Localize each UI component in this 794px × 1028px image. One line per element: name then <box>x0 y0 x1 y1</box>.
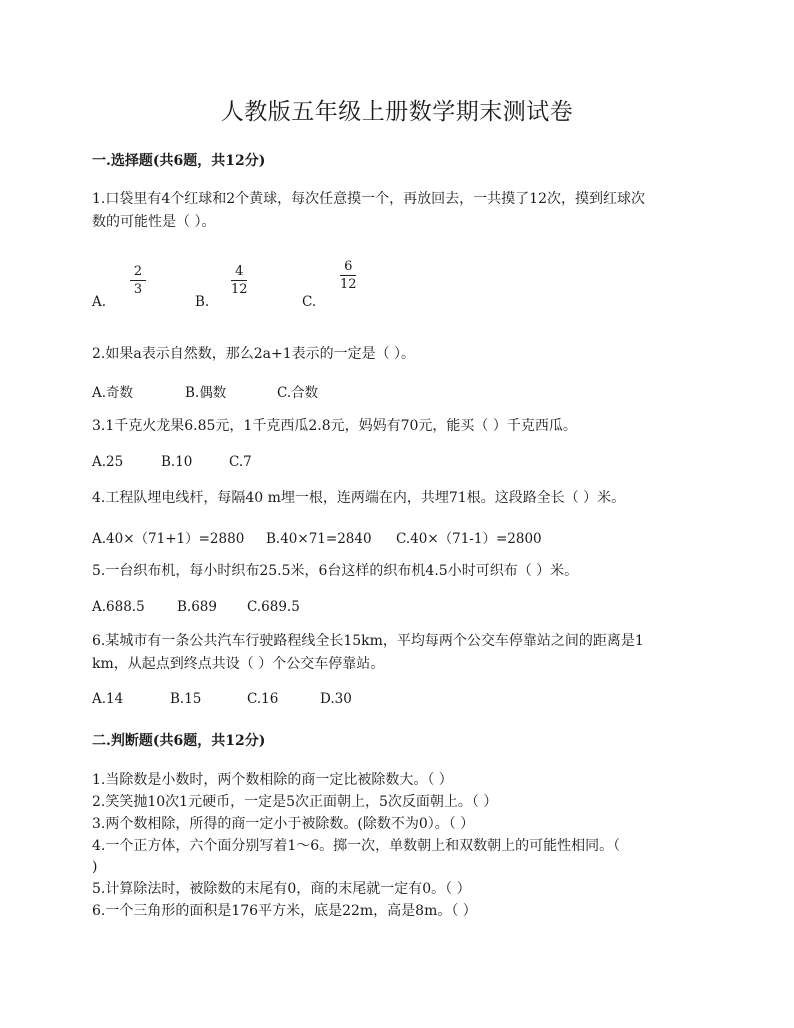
question-4: 4.工程队埋电线杆，每隔40 m埋一根，连两端在内，共埋71根。这段路全长（ ）米。 <box>92 490 626 506</box>
q1-option-a-fraction <box>130 264 146 297</box>
q5-option-b: B.689 <box>177 599 217 615</box>
fraction-numerator: 6 <box>344 259 353 274</box>
judgment-item-3: 3.两个数相除，所得的商一定小于被除数。(除数不为0）。（ ） <box>92 816 475 832</box>
q4-options <box>92 527 542 547</box>
judgment-item-6: 6.一个三角形的面积是176平方米，底是22m，高是8m。（ ） <box>92 903 477 919</box>
fraction-bar <box>231 280 247 281</box>
section-heading-choice: 一.选择题(共6题，共12分) <box>92 153 266 169</box>
question-3: 3.1千克火龙果6.85元，1千克西瓜2.8元，妈妈有70元，能买（ ）千克西瓜。 <box>92 418 577 434</box>
q3-option-b: B.10 <box>161 454 193 470</box>
q6-option-b: B.15 <box>170 691 202 707</box>
q4-option-c: C.40×（71-1）=2800 <box>396 531 542 547</box>
fraction-bar <box>130 280 146 281</box>
q2-option-c: C.合数 <box>277 385 319 401</box>
section-heading-judgment: 二.判断题(共6题，共12分) <box>92 733 266 749</box>
judgment-item-4: 4.一个正方体，六个面分别写着1～6。掷一次，单数朝上和双数朝上的可能性相同。（ <box>92 838 621 854</box>
question-1-line-2: 数的可能性是（ ）。 <box>92 214 216 230</box>
q1-option-b-label: B. <box>195 294 210 310</box>
q4-option-a: A.40×（71+1）=2880 <box>92 531 245 547</box>
q3-option-a: A.25 <box>92 454 124 470</box>
question-2: 2.如果a表示自然数，那么2a+1表示的一定是（ ）。 <box>92 346 416 362</box>
q5-options <box>92 599 300 615</box>
q1-option-c-label: C. <box>302 294 317 310</box>
q6-option-c: C.16 <box>247 691 279 707</box>
fraction-bar <box>340 275 356 276</box>
q1-option-a-label: A. <box>92 294 107 310</box>
fraction-denominator: 12 <box>340 277 357 292</box>
question-6-line-1: 6.某城市有一条公共汽车行驶路程线全长15km，平均每两个公交车停靠站之间的距离是1 <box>92 633 644 649</box>
fraction-denominator: 3 <box>133 282 143 297</box>
page-title: 人教版五年级上册数学期末测试卷 <box>220 99 574 125</box>
judgment-item-4-continued: ) <box>92 859 98 875</box>
q3-options <box>92 454 252 470</box>
q5-option-c: C.689.5 <box>247 599 300 615</box>
q1-option-b-fraction <box>231 264 248 297</box>
q2-options <box>92 381 318 401</box>
judgment-item-5: 5.计算除法时，被除数的末尾有0，商的末尾就一定有0。（ ） <box>92 881 471 897</box>
q4-option-b: B.40×71=2840 <box>266 531 372 547</box>
q2-option-b: B.偶数 <box>185 385 227 401</box>
q6-option-a: A.14 <box>92 691 124 707</box>
question-5: 5.一台织布机，每小时织布25.5米，6台这样的织布机4.5小时可织布（ ）米。 <box>92 563 579 579</box>
q5-option-a: A.688.5 <box>92 599 145 615</box>
fraction-numerator: 4 <box>235 264 244 279</box>
question-6-line-2: km，从起点到终点共设（ ）个公交车停靠站。 <box>92 656 385 672</box>
q1-option-c-fraction <box>340 259 357 292</box>
fraction-denominator: 12 <box>231 282 248 297</box>
judgment-item-2: 2.笑笑抛10次1元硬币，一定是5次正面朝上，5次反面朝上。（ ） <box>92 794 498 810</box>
q3-option-c: C.7 <box>229 454 252 470</box>
q6-option-d: D.30 <box>320 691 352 707</box>
judgment-item-1: 1.当除数是小数时，两个数相除的商一定比被除数大。（ ） <box>92 772 453 788</box>
question-1-line-1: 1.口袋里有4个红球和2个黄球，每次任意摸一个，再放回去，一共摸了12次，摸到红球次 <box>92 191 645 207</box>
fraction-numerator: 2 <box>133 264 143 279</box>
q2-option-a: A.奇数 <box>92 385 134 401</box>
q6-options <box>92 691 352 707</box>
